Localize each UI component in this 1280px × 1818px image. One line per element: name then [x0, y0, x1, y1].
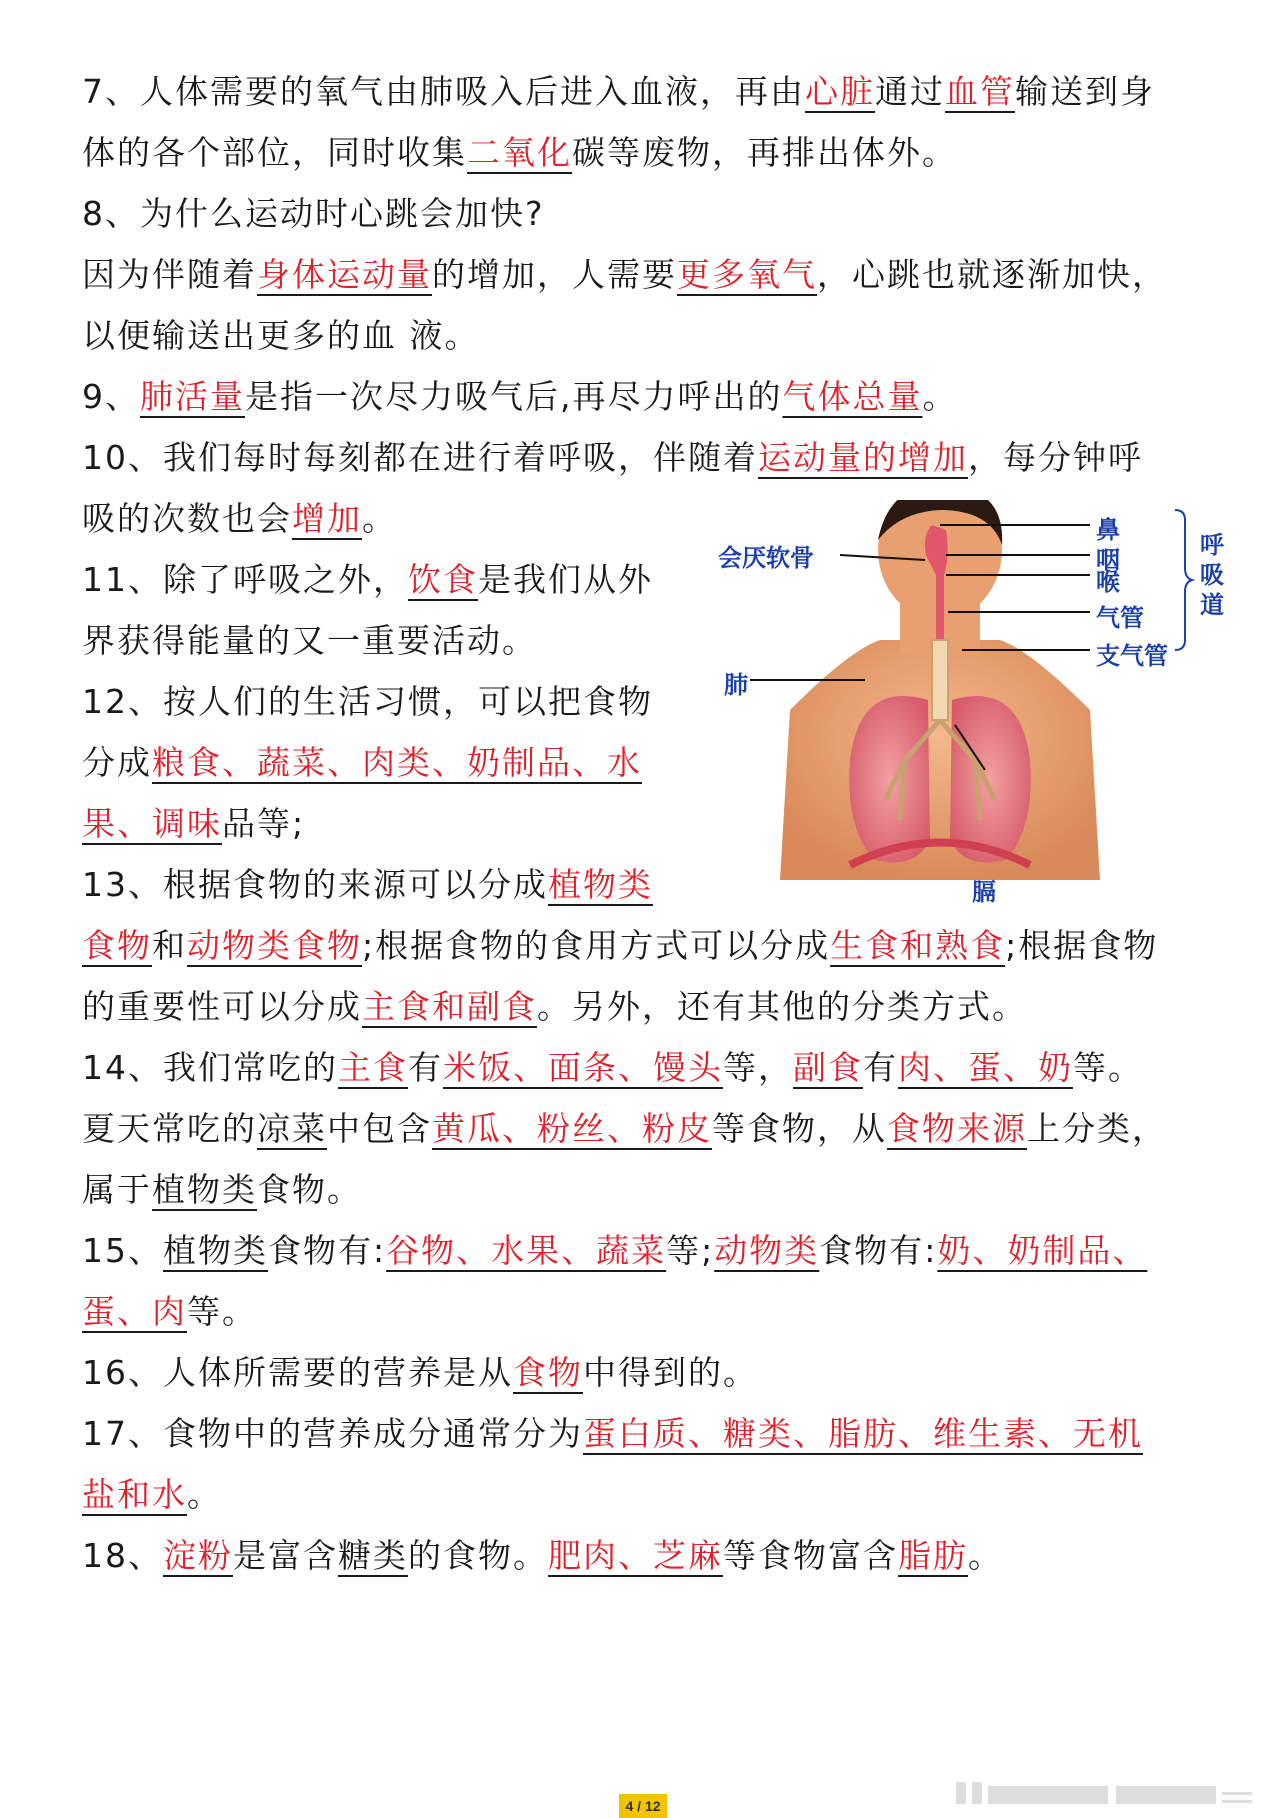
- text-segment: 12、按人们的生活习惯，可以把食物: [82, 682, 653, 721]
- footer-decoration: [956, 1782, 1256, 1804]
- right-lung-shape: [950, 696, 1031, 863]
- text-line: [82, 924, 1158, 968]
- text-line: [82, 680, 653, 724]
- text-line: [82, 131, 957, 175]
- text-line: [82, 1229, 1147, 1273]
- text-segment: 食物有:: [268, 1231, 387, 1270]
- highlighted-term: 植物类: [548, 865, 653, 904]
- highlighted-term: 血管: [945, 72, 1015, 111]
- text-line: [82, 1290, 257, 1334]
- text-line: [82, 1351, 758, 1395]
- tract-brace: [1175, 510, 1192, 650]
- text-segment: 17、食物中的营养成分通常分为: [82, 1414, 583, 1453]
- highlighted-term: 副食: [793, 1048, 863, 1087]
- highlighted-term: 粮食、蔬菜、肉类、奶制品、水: [152, 743, 642, 782]
- left-lung-shape: [849, 696, 930, 863]
- text-segment: 有: [863, 1048, 898, 1087]
- label-lung: 肺: [724, 671, 748, 699]
- text-segment: 10、我们每时每刻都在进行着呼吸，伴随着: [82, 438, 758, 477]
- text-segment: 。另外，还有其他的分类方式。: [537, 987, 1027, 1026]
- highlighted-term: 米饭、面条、馒头: [443, 1048, 723, 1087]
- text-segment: 等;: [666, 1231, 715, 1270]
- text-segment: 9、: [82, 377, 140, 416]
- text-segment: 18、: [82, 1536, 163, 1575]
- highlighted-term: 肥肉、芝麻: [548, 1536, 723, 1575]
- text-line: [82, 192, 545, 236]
- text-segment: 碳等废物，再排出体外。: [572, 133, 957, 172]
- text-segment: 16、人体所需要的营养是从: [82, 1353, 513, 1392]
- text-segment: 的食物。: [408, 1536, 548, 1575]
- underlined-term: 植物类: [163, 1231, 268, 1270]
- text-segment: 分成: [82, 743, 152, 782]
- text-segment: 。: [922, 377, 958, 416]
- text-segment: 14、我们常吃的: [82, 1048, 338, 1087]
- trachea-shape: [932, 640, 948, 720]
- page-number-badge: 4 / 12: [619, 1794, 667, 1818]
- text-segment: 11、除了呼吸之外，: [82, 560, 408, 599]
- highlighted-term: 脂肪: [898, 1536, 968, 1575]
- text-line: [82, 375, 958, 419]
- text-line: [82, 497, 397, 541]
- highlighted-term: 二氧化: [467, 133, 572, 172]
- text-segment: 是富含: [233, 1536, 338, 1575]
- text-segment: 品等;: [222, 804, 306, 843]
- highlighted-term: 动物类食物: [187, 926, 362, 965]
- text-segment: 。: [968, 1536, 1003, 1575]
- text-segment: 吸的次数也会: [82, 499, 292, 538]
- highlighted-term: 食物: [513, 1353, 583, 1392]
- highlighted-term: 食物来源: [887, 1109, 1027, 1148]
- text-segment: 7、人体需要的氧气由肺吸入后进入血液，再由: [82, 72, 805, 111]
- highlighted-term: 饮食: [408, 560, 478, 599]
- label-epiglottis: 会厌软骨: [718, 544, 814, 572]
- text-segment: 因为伴随着: [82, 255, 257, 294]
- text-line: [82, 619, 537, 663]
- respiratory-system-diagram: [700, 500, 1240, 920]
- text-segment: 是我们从外: [478, 560, 653, 599]
- text-line: [82, 436, 1143, 480]
- text-segment: 。: [362, 499, 397, 538]
- underlined-term: 凉菜: [257, 1109, 327, 1148]
- text-segment: ;根据食物: [1005, 926, 1159, 965]
- text-segment: 8、为什么运动时心跳会加快?: [82, 194, 545, 233]
- highlighted-term: 盐和水: [82, 1475, 187, 1514]
- highlighted-term: 肺活量: [140, 377, 245, 416]
- highlighted-term: 淀粉: [163, 1536, 233, 1575]
- highlighted-term: 肉、蛋、奶: [898, 1048, 1073, 1087]
- text-segment: ，心跳也就逐渐加快，: [817, 255, 1167, 294]
- text-segment: 通过: [875, 72, 945, 111]
- text-line: [82, 558, 653, 602]
- text-segment: 界获得能量的又一重要活动。: [82, 621, 537, 660]
- highlighted-term: 增加: [292, 499, 362, 538]
- highlighted-term: 运动量的增加: [758, 438, 968, 477]
- text-segment: 属于: [82, 1170, 152, 1209]
- text-segment: 等，: [723, 1048, 793, 1087]
- text-segment: 上分类，: [1027, 1109, 1167, 1148]
- label-respiratory-tract: 呼吸道: [1200, 531, 1224, 619]
- text-segment: 和: [152, 926, 187, 965]
- text-segment: 15、: [82, 1231, 163, 1270]
- text-segment: 夏天常吃的: [82, 1109, 257, 1148]
- text-line: [82, 1107, 1167, 1151]
- highlighted-term: 奶、奶制品、: [937, 1231, 1148, 1270]
- highlighted-term: 气体总量: [782, 377, 923, 416]
- label-diaphragm: 膈: [972, 878, 996, 906]
- label-larynx: 喉: [1096, 568, 1120, 596]
- text-segment: 是指一次尽力吸气后,再尽力呼出的: [245, 377, 783, 416]
- text-line: [82, 863, 653, 907]
- highlighted-term: 黄瓜、粉丝、粉皮: [432, 1109, 712, 1148]
- text-line: [82, 1046, 1143, 1090]
- text-segment: 等。: [187, 1292, 257, 1331]
- text-segment: 中包含: [327, 1109, 432, 1148]
- highlighted-term: 果、调味: [82, 804, 222, 843]
- highlighted-term: 主食和副食: [362, 987, 537, 1026]
- text-line: [82, 802, 305, 846]
- text-line: [82, 1168, 362, 1212]
- highlighted-term: 心脏: [805, 72, 875, 111]
- text-segment: 等。: [1073, 1048, 1143, 1087]
- text-segment: 有: [408, 1048, 443, 1087]
- highlighted-term: 更多氧气: [677, 255, 817, 294]
- highlighted-term: 动物类: [714, 1231, 820, 1270]
- text-line: [82, 314, 480, 358]
- text-segment: 等食物，从: [712, 1109, 887, 1148]
- text-line: [82, 70, 1155, 114]
- label-nose: 鼻: [1096, 516, 1120, 544]
- highlighted-term: 蛋白质、糖类、脂肪、维生素、无机: [583, 1414, 1143, 1453]
- text-segment: 。: [187, 1475, 222, 1514]
- underlined-term: 糖类: [338, 1536, 408, 1575]
- label-pharynx: 咽: [1096, 546, 1120, 574]
- highlighted-term: 食物: [82, 926, 152, 965]
- label-bronchus: 支气管: [1096, 642, 1168, 670]
- text-segment: 体的各个部位，同时收集: [82, 133, 467, 172]
- text-line: [82, 1473, 222, 1517]
- text-line: [82, 741, 642, 785]
- text-line: [82, 1412, 1143, 1456]
- text-segment: 的增加，人需要: [432, 255, 677, 294]
- text-line: [82, 985, 1027, 1029]
- highlighted-term: 身体运动量: [257, 255, 432, 294]
- text-segment: 食物。: [257, 1170, 362, 1209]
- highlighted-term: 谷物、水果、蔬菜: [386, 1231, 667, 1270]
- highlighted-term: 蛋、肉: [82, 1292, 187, 1331]
- text-segment: ，每分钟呼: [968, 438, 1143, 477]
- underlined-term: 植物类: [152, 1170, 257, 1209]
- text-segment: 输送到身: [1015, 72, 1155, 111]
- text-segment: 中得到的。: [583, 1353, 758, 1392]
- highlighted-term: 主食: [338, 1048, 408, 1087]
- text-segment: 食物有:: [819, 1231, 938, 1270]
- text-segment: ;根据食物的食用方式可以分成: [362, 926, 831, 965]
- text-segment: 等食物富含: [723, 1536, 898, 1575]
- text-line: [82, 1534, 1003, 1578]
- label-trachea: 气管: [1096, 604, 1144, 632]
- highlighted-term: 生食和熟食: [830, 926, 1006, 965]
- text-segment: 以便输送出更多的血 液。: [82, 316, 480, 355]
- text-segment: 的重要性可以分成: [82, 987, 362, 1026]
- text-line: [82, 253, 1167, 297]
- text-segment: 13、根据食物的来源可以分成: [82, 865, 548, 904]
